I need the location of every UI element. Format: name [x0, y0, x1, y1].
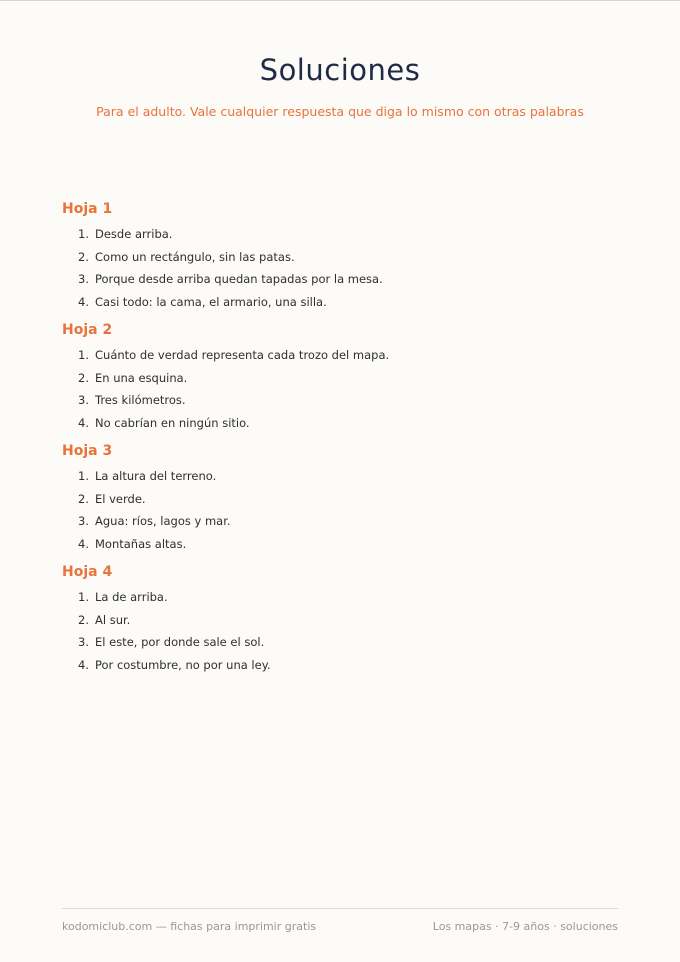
section-heading: Hoja 2 — [62, 322, 113, 338]
answer-item — [78, 268, 622, 291]
answer-item — [78, 344, 622, 367]
answer-text: Cuánto de verdad representa cada trozo del mapa. — [95, 348, 390, 362]
footer-site-credit: kodomiclub.com — fichas para imprimir gratis — [62, 920, 317, 933]
answer-item — [78, 412, 622, 435]
answer-number: 1. — [78, 469, 89, 483]
answer-list — [62, 344, 622, 434]
section-heading: Hoja 3 — [62, 443, 113, 459]
answer-text: En una esquina. — [95, 370, 188, 385]
answer-number: 4. — [78, 657, 89, 672]
answer-number: 4. — [78, 294, 89, 309]
answer-item — [78, 488, 622, 511]
solutions-content — [62, 200, 622, 684]
section-hoja-1 — [62, 200, 622, 313]
answer-text: Casi todo: la cama, el armario, una silla. — [95, 294, 327, 309]
page-title: Soluciones — [259, 53, 421, 87]
page-subtitle: Para el adulto. Vale cualquier respuesta que diga lo mismo con otras palabras — [96, 104, 584, 119]
answer-number: 3. — [78, 272, 89, 286]
answer-list — [62, 465, 622, 555]
section-heading: Hoja 1 — [62, 201, 113, 217]
answer-number: 1. — [78, 227, 89, 241]
answer-number: 1. — [78, 348, 89, 362]
answer-number: 2. — [78, 491, 89, 506]
answer-item — [78, 533, 622, 556]
answer-number: 2. — [78, 249, 89, 264]
answer-item — [78, 586, 622, 609]
answer-item — [78, 631, 622, 654]
answer-item — [78, 609, 622, 632]
answer-list — [62, 586, 622, 676]
answer-text: La altura del terreno. — [95, 469, 217, 483]
answer-number: 4. — [78, 415, 89, 430]
answer-number: 3. — [78, 393, 89, 407]
answer-text: Por costumbre, no por una ley. — [95, 657, 271, 672]
footer-worksheet-info: Los mapas · 7-9 años · soluciones — [432, 920, 618, 933]
answer-text: El verde. — [95, 491, 146, 506]
answer-text: El este, por donde sale el sol. — [95, 635, 265, 649]
answer-item — [78, 654, 622, 677]
answer-item — [78, 389, 622, 412]
answer-item — [78, 223, 622, 246]
answer-text: La de arriba. — [95, 590, 168, 604]
answer-text: Tres kilómetros. — [95, 393, 186, 407]
section-heading: Hoja 4 — [62, 564, 113, 580]
answer-item — [78, 246, 622, 269]
answer-text: Montañas altas. — [95, 536, 187, 551]
answer-number: 2. — [78, 370, 89, 385]
answer-item — [78, 465, 622, 488]
section-hoja-2 — [62, 321, 622, 434]
answer-text: No cabrían en ningún sitio. — [95, 415, 250, 430]
top-divider — [0, 0, 680, 1]
section-hoja-3 — [62, 442, 622, 555]
answer-text: Al sur. — [95, 612, 131, 627]
answer-item — [78, 510, 622, 533]
answer-text: Como un rectángulo, sin las patas. — [95, 249, 295, 264]
answer-item — [78, 291, 622, 314]
answer-number: 3. — [78, 514, 89, 528]
answer-text: Porque desde arriba quedan tapadas por la mesa. — [95, 272, 383, 286]
answer-text: Desde arriba. — [95, 227, 173, 241]
answer-item — [78, 367, 622, 390]
answer-number: 1. — [78, 590, 89, 604]
answer-text: Agua: ríos, lagos y mar. — [95, 514, 231, 528]
footer-divider — [62, 908, 618, 909]
section-hoja-4 — [62, 563, 622, 676]
answer-number: 2. — [78, 612, 89, 627]
answer-number: 3. — [78, 635, 89, 649]
answer-number: 4. — [78, 536, 89, 551]
answer-list — [62, 223, 622, 313]
